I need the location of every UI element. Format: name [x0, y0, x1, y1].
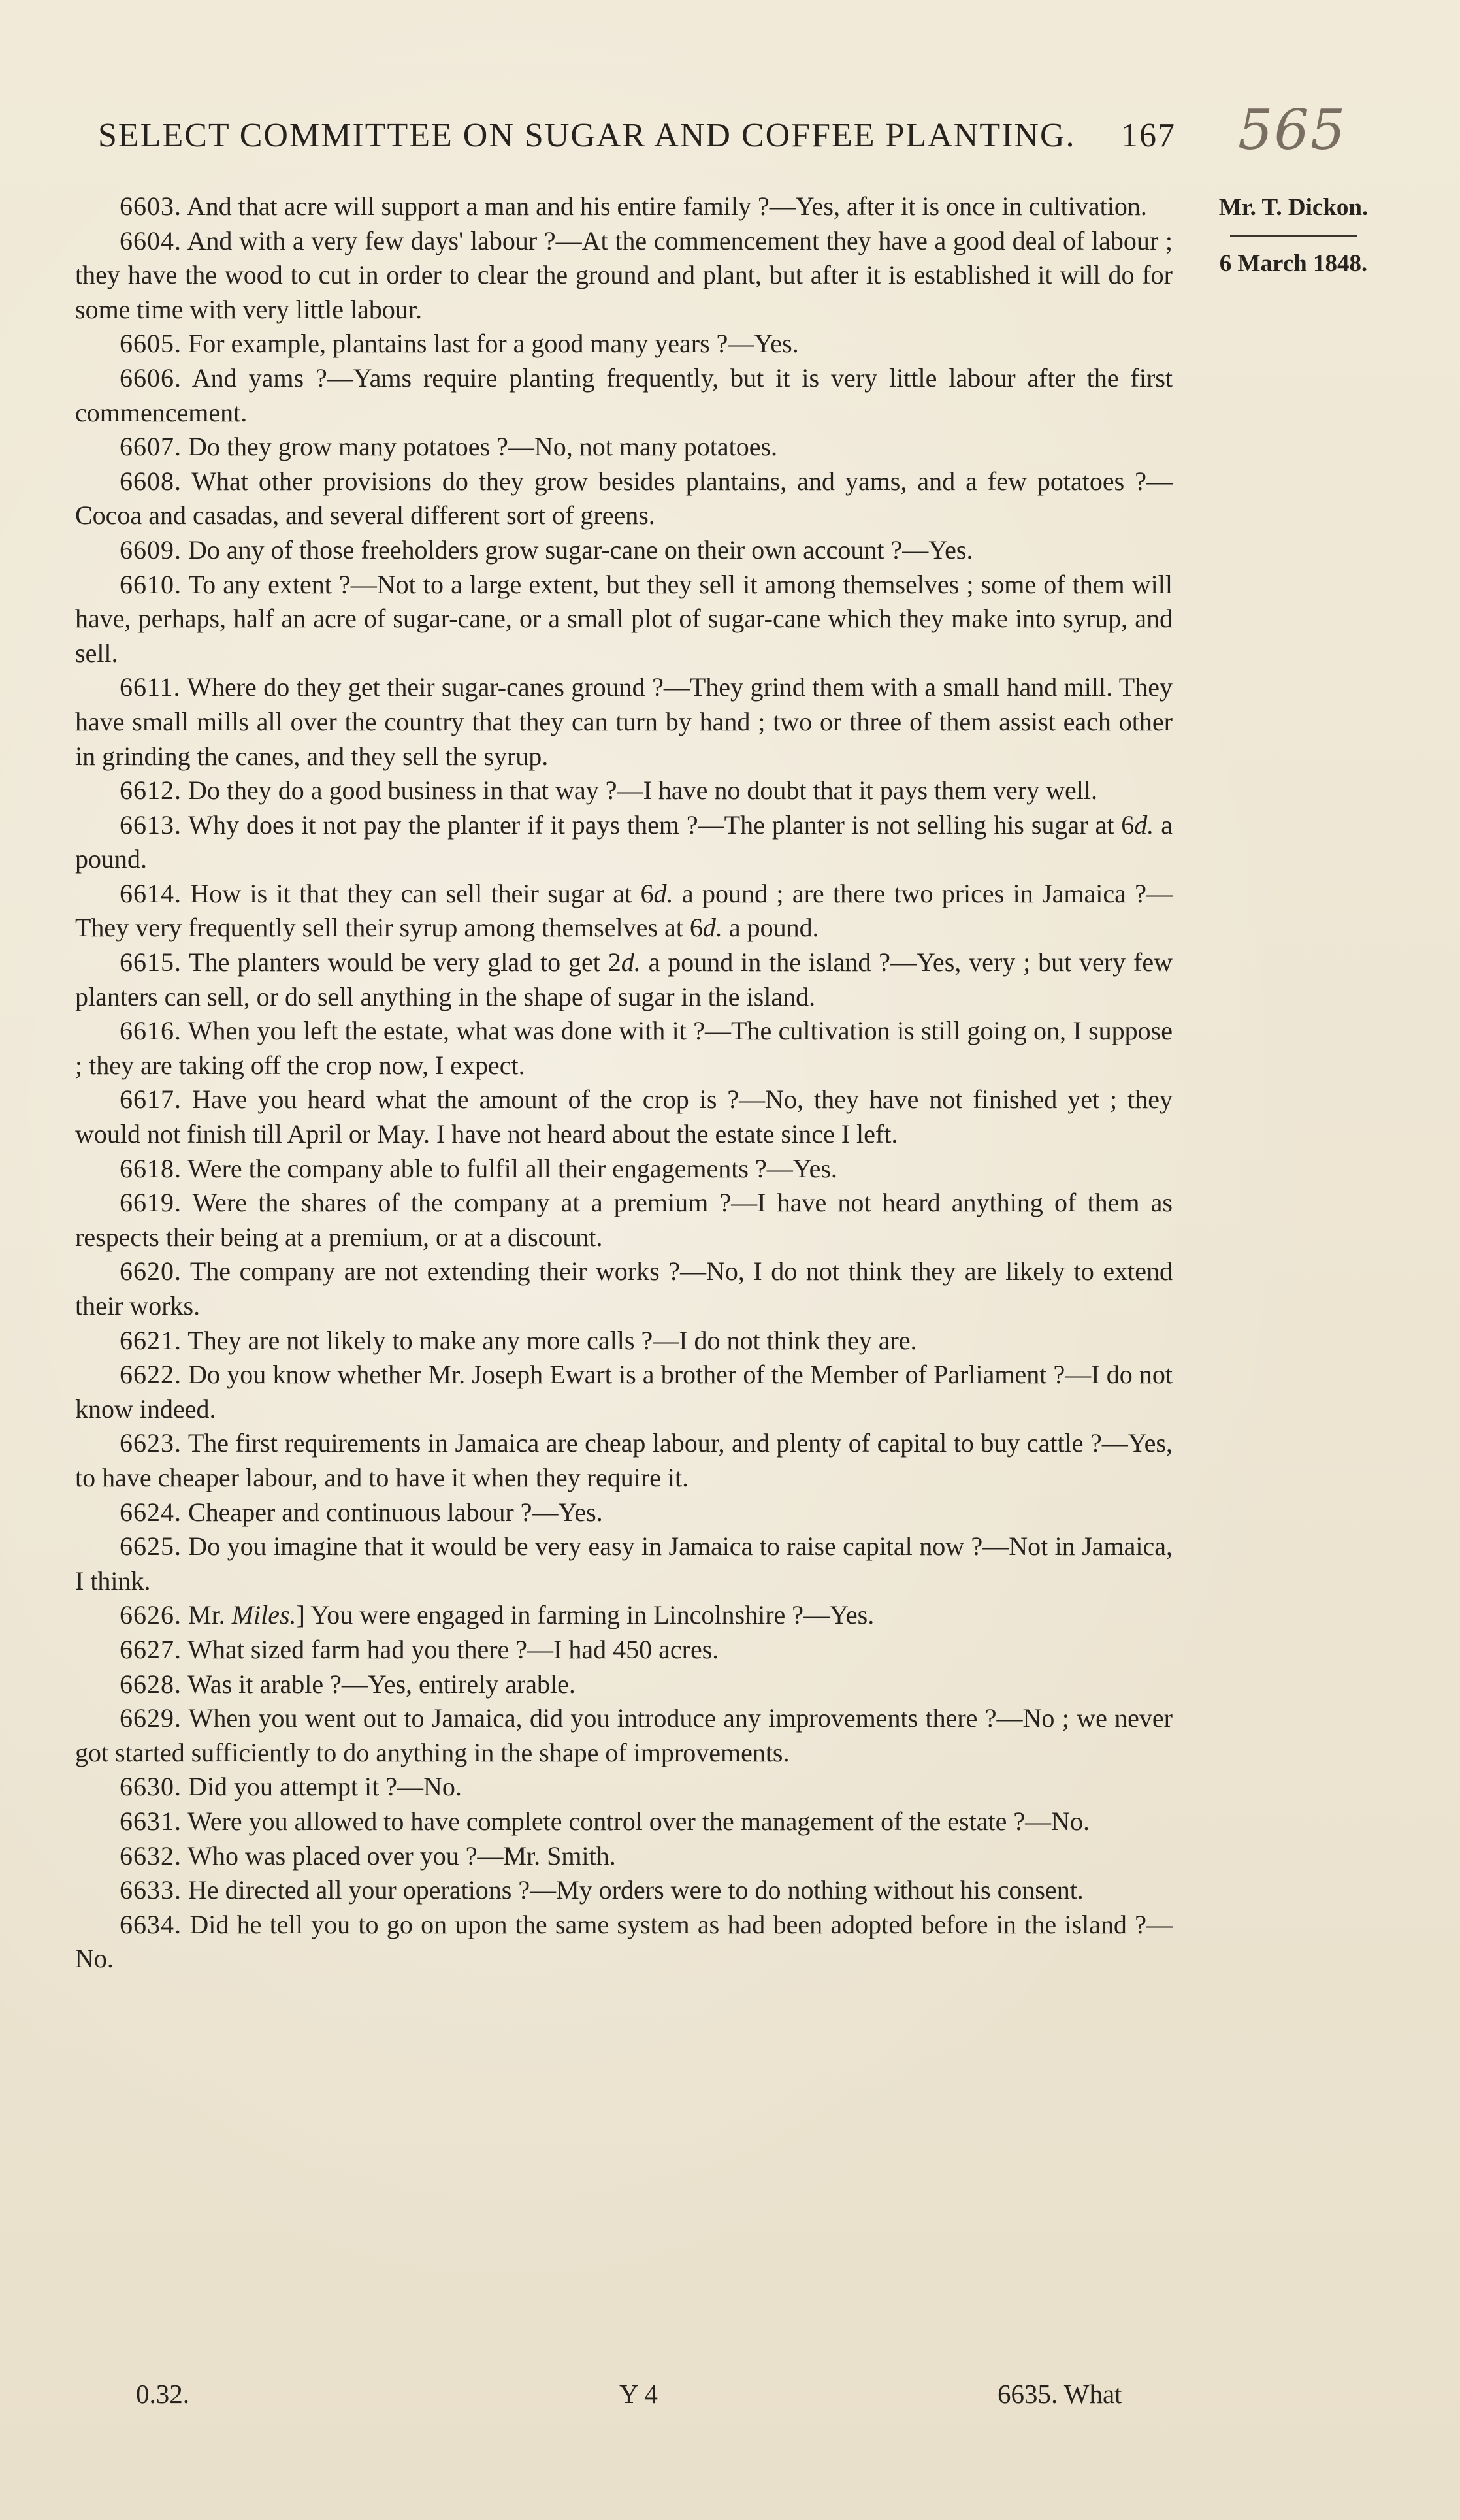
question-paragraph — [75, 1908, 1173, 1976]
question-text: Were you allowed to have complete control over the management of the estate ?—No. — [187, 1806, 1090, 1836]
catchword: 6635. What — [998, 2379, 1122, 2409]
question-text: Was it arable ?—Yes, entirely arable. — [187, 1669, 576, 1699]
question-text: Were the company able to fulfil all their engagements ?—Yes. — [187, 1153, 837, 1183]
question-text: Do any of those freeholders grow sugar-cane on their own account ?—Yes. — [188, 534, 973, 565]
question-number: 6632. — [120, 1841, 182, 1871]
page-number: 167 — [1121, 117, 1176, 154]
question-paragraph — [75, 1667, 1173, 1702]
question-paragraph — [75, 1324, 1173, 1358]
question-text: What other provisions do they grow besides plantains, and yams, and a few potatoes ?—Cocoa and casadas, and several different sort of greens. — [75, 466, 1173, 531]
question-paragraph — [75, 1014, 1173, 1083]
question-paragraph — [75, 1805, 1173, 1839]
question-number: 6625. — [120, 1531, 182, 1562]
question-text: Do they do a good business in that way ?—I have no doubt that it pays them very well. — [188, 776, 1097, 806]
question-number: 6621. — [120, 1325, 182, 1355]
question-text: The planters would be very glad to get 2d. a pound in the island ?—Yes, very ; but very few planters can sell, or do sell anything in the shape of sugar in the island. — [75, 947, 1173, 1011]
question-text: They are not likely to make any more calls ?—I do not think they are. — [187, 1325, 917, 1355]
question-number: 6604. — [120, 225, 182, 255]
question-text: When you left the estate, what was done with it ?—The cultivation is still going on, I suppose ; they are taking off the crop now, I expect. — [75, 1016, 1173, 1080]
signature-mark-left: 0.32. — [136, 2379, 189, 2409]
question-text: Who was placed over you ?—Mr. Smith. — [187, 1841, 616, 1871]
question-text: Cheaper and continuous labour ?—Yes. — [188, 1497, 603, 1527]
handwritten-folio-number: 565 — [1238, 98, 1347, 162]
question-text: Where do they get their sugar-canes ground ?—They grind them with a small hand mill. They have small mills all over the country that they can turn by hand ; two or three of them assist each other in grinding the canes, and they sell the syrup. — [75, 672, 1173, 771]
question-paragraph — [75, 1358, 1173, 1426]
running-title: SELECT COMMITTEE ON SUGAR AND COFFEE PLANTING. — [98, 117, 1076, 154]
question-text: When you went out to Jamaica, did you introduce any improvements there ?—No ; we never got started sufficiently to do anything in the shape of improvements. — [75, 1703, 1173, 1767]
question-text: For example, plantains last for a good many years ?—Yes. — [188, 329, 799, 359]
question-paragraph — [75, 670, 1173, 774]
question-number: 6605. — [120, 329, 182, 359]
question-paragraph — [75, 1598, 1173, 1633]
question-number: 6610. — [120, 569, 182, 599]
question-paragraph — [75, 808, 1173, 877]
question-paragraph — [75, 877, 1173, 945]
question-text: Did he tell you to go on upon the same system as had been adopted before in the island ?—No. — [75, 1909, 1173, 1974]
question-number: 6634. — [120, 1909, 182, 1939]
question-number: 6630. — [120, 1772, 182, 1802]
signature-mark: Y 4 — [619, 2379, 658, 2409]
question-number: 6614. — [120, 878, 182, 908]
question-number: 6607. — [120, 432, 182, 462]
question-number: 6622. — [120, 1360, 182, 1390]
question-paragraph — [75, 1530, 1173, 1598]
question-paragraph — [75, 327, 1173, 361]
question-number: 6618. — [120, 1153, 182, 1183]
question-number: 6619. — [120, 1188, 182, 1218]
question-text: Have you heard what the amount of the crop is ?—No, they have not finished yet ; they would not finish till April or May. I have not heard about the estate since I left. — [75, 1085, 1173, 1149]
question-text: To any extent ?—Not to a large extent, but they sell it among themselves ; some of them will have, perhaps, half an acre of sugar-cane, or a small plot of sugar-cane which they make into syrup, and sell. — [75, 569, 1173, 668]
question-paragraph — [75, 1083, 1173, 1151]
running-header — [98, 116, 1176, 155]
question-text: Why does it not pay the planter if it pays them ?—The planter is not selling his sugar at 6d. a pound. — [75, 810, 1173, 874]
question-paragraph — [75, 1186, 1173, 1254]
question-number: 6627. — [120, 1634, 182, 1664]
question-paragraph — [75, 224, 1173, 327]
question-paragraph — [75, 361, 1173, 430]
question-number: 6603. — [120, 191, 182, 221]
question-paragraph — [75, 1701, 1173, 1770]
question-paragraph — [75, 568, 1173, 671]
question-text: Did you attempt it ?—No. — [188, 1772, 462, 1802]
margin-note — [1205, 193, 1382, 278]
question-text: And that acre will support a man and his entire family ?—Yes, after it is once in cultivation. — [186, 191, 1147, 221]
question-paragraph — [75, 1426, 1173, 1495]
question-paragraph — [75, 774, 1173, 808]
question-number: 6613. — [120, 810, 182, 840]
question-text: He directed all your operations ?—My orders were to do nothing without his consent. — [188, 1875, 1084, 1905]
question-paragraph — [75, 465, 1173, 533]
question-number: 6606. — [120, 363, 182, 393]
question-number: 6609. — [120, 534, 182, 565]
question-text: Do they grow many potatoes ?—No, not many potatoes. — [188, 432, 778, 462]
question-paragraph — [75, 1873, 1173, 1908]
question-paragraph — [75, 189, 1173, 224]
question-paragraph — [75, 1770, 1173, 1805]
question-paragraph — [75, 1152, 1173, 1186]
question-text: What sized farm had you there ?—I had 450 acres. — [187, 1634, 719, 1664]
margin-witness-name: Mr. T. Dickon. — [1218, 194, 1369, 221]
question-number: 6633. — [120, 1875, 182, 1905]
question-paragraph — [75, 533, 1173, 568]
question-number: 6631. — [120, 1806, 182, 1836]
question-number: 6623. — [120, 1428, 182, 1458]
question-number: 6624. — [120, 1497, 182, 1527]
question-number: 6628. — [120, 1669, 182, 1699]
question-text: Mr. Miles.] You were engaged in farming in Lincolnshire ?—Yes. — [188, 1600, 875, 1630]
question-paragraph — [75, 945, 1173, 1014]
question-number: 6620. — [120, 1256, 182, 1286]
margin-date: 6 March 1848. — [1219, 250, 1368, 277]
question-number: 6615. — [120, 947, 182, 977]
question-text: Were the shares of the company at a premium ?—I have not heard anything of them as respects their being at a premium, or at a discount. — [75, 1188, 1173, 1252]
question-number: 6617. — [120, 1085, 182, 1115]
margin-rule — [1230, 235, 1357, 237]
question-paragraph — [75, 1254, 1173, 1323]
question-number: 6612. — [120, 776, 182, 806]
question-paragraph — [75, 1633, 1173, 1667]
question-paragraph — [75, 430, 1173, 465]
evidence-text — [75, 189, 1173, 1976]
question-text: And with a very few days' labour ?—At the commencement they have a good deal of labour ; they have the wood to cut in order to clear the ground and plant, but after it is established it will do for some time with very little labour. — [75, 225, 1173, 324]
question-text: The company are not extending their works ?—No, I do not think they are likely to extend their works. — [75, 1256, 1173, 1320]
question-paragraph — [75, 1496, 1173, 1530]
question-text: How is it that they can sell their sugar at 6d. a pound ; are there two prices in Jamaica ?—They very frequently sell their syrup among themselves at 6d. a pound. — [75, 878, 1173, 943]
question-number: 6626. — [120, 1600, 182, 1630]
question-number: 6611. — [120, 672, 181, 702]
question-text: And yams ?—Yams require planting frequently, but it is very little labour after the first commencement. — [75, 363, 1173, 427]
question-number: 6608. — [120, 466, 182, 496]
question-text: Do you imagine that it would be very easy in Jamaica to raise capital now ?—Not in Jamaica, I think. — [75, 1531, 1173, 1595]
question-paragraph — [75, 1839, 1173, 1874]
question-text: Do you know whether Mr. Joseph Ewart is a brother of the Member of Parliament ?—I do not know indeed. — [75, 1360, 1173, 1424]
question-number: 6616. — [120, 1016, 182, 1046]
question-text: The first requirements in Jamaica are cheap labour, and plenty of capital to buy cattle ?—Yes, to have cheaper labour, and to have it when they require it. — [75, 1428, 1173, 1492]
question-number: 6629. — [120, 1703, 182, 1733]
